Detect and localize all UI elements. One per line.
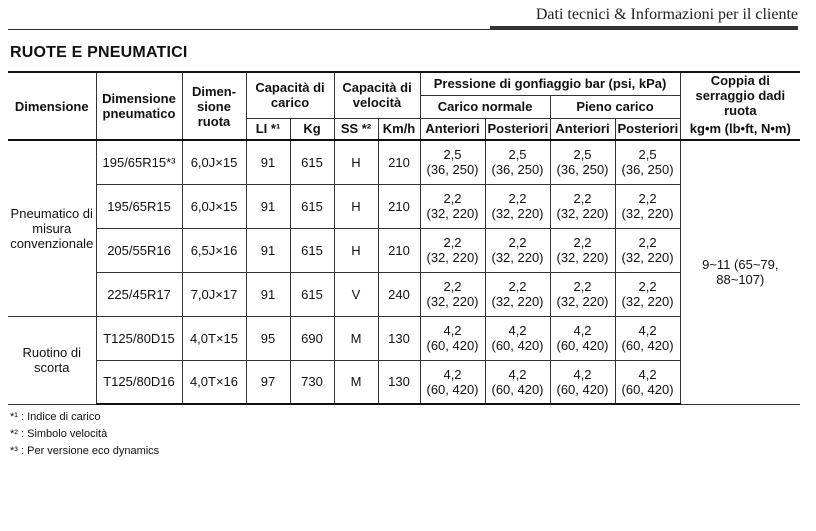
load-index: 95 <box>246 316 290 360</box>
footnote-3: *³ : Per versione eco dynamics <box>10 445 160 457</box>
table-row <box>8 140 800 184</box>
pressure-cell: 4,2 (60, 420) <box>485 316 550 360</box>
pressure-cell: 2,2 (32, 220) <box>485 272 550 316</box>
pressure-cell: 2,5 (36, 250) <box>615 140 680 184</box>
pressure-cell: 2,2 (32, 220) <box>615 272 680 316</box>
rim-size: 6,0J×15 <box>182 140 246 184</box>
header-pieno-carico: Pieno carico <box>550 95 680 118</box>
footnote-1: *¹ : Indice di carico <box>10 411 101 423</box>
speed-kmh: 210 <box>378 228 420 272</box>
speed-symbol: H <box>334 140 378 184</box>
pressure-cell: 2,5 (36, 250) <box>420 140 485 184</box>
header-kmh: Km/h <box>378 118 420 140</box>
pressure-cell: 4,2 (60, 420) <box>420 360 485 404</box>
speed-kmh: 210 <box>378 140 420 184</box>
pressure-cell: 4,2 (60, 420) <box>615 360 680 404</box>
pressure-cell: 2,2 (32, 220) <box>420 228 485 272</box>
load-kg: 615 <box>290 272 334 316</box>
pressure-cell: 4,2 (60, 420) <box>550 316 615 360</box>
rim-size: 6,0J×15 <box>182 184 246 228</box>
footnote-2: *² : Simbolo velocità <box>10 428 108 440</box>
header-posteriori-pieno: Posteriori <box>615 118 680 140</box>
header-dimensione-pneumatico: Dimensione pneumatico <box>96 72 182 140</box>
header-capacita-carico: Capacità di carico <box>246 72 334 118</box>
tire-size: 195/65R15 <box>96 184 182 228</box>
speed-kmh: 130 <box>378 316 420 360</box>
pressure-cell: 2,2 (32, 220) <box>550 272 615 316</box>
load-kg: 730 <box>290 360 334 404</box>
pressure-cell: 2,2 (32, 220) <box>550 184 615 228</box>
speed-symbol: M <box>334 360 378 404</box>
pressure-cell: 2,2 (32, 220) <box>615 228 680 272</box>
speed-kmh: 240 <box>378 272 420 316</box>
tire-size: T125/80D15 <box>96 316 182 360</box>
header-capacita-velocita: Capacità di velocità <box>334 72 420 118</box>
load-index: 91 <box>246 184 290 228</box>
pressure-cell: 4,2 (60, 420) <box>420 316 485 360</box>
speed-symbol: H <box>334 228 378 272</box>
speed-kmh: 130 <box>378 360 420 404</box>
header-dimensione-ruota: Dimen-sione ruota <box>182 72 246 140</box>
header-dimensione: Dimensione <box>8 72 96 140</box>
speed-symbol: H <box>334 184 378 228</box>
tire-spec-table <box>8 71 800 405</box>
header-pressione: Pressione di gonfiaggio bar (psi, kPa) <box>420 72 680 95</box>
load-kg: 615 <box>290 184 334 228</box>
rim-size: 4,0T×15 <box>182 316 246 360</box>
rim-size: 4,0T×16 <box>182 360 246 404</box>
footnotes <box>10 409 159 460</box>
header-coppia-unit: kg•m (lb•ft, N•m) <box>680 118 800 140</box>
load-index: 91 <box>246 140 290 184</box>
pressure-cell: 4,2 (60, 420) <box>615 316 680 360</box>
header-coppia: Coppia di serraggio dadi ruota <box>680 72 800 118</box>
pressure-cell: 2,5 (36, 250) <box>550 140 615 184</box>
header-kg: Kg <box>290 118 334 140</box>
speed-kmh: 210 <box>378 184 420 228</box>
header-posteriori-normale: Posteriori <box>485 118 550 140</box>
torque-value: 9~11 (65~79, 88~107) <box>680 140 800 404</box>
speed-symbol: M <box>334 316 378 360</box>
pressure-cell: 2,5 (36, 250) <box>485 140 550 184</box>
pressure-cell: 2,2 (32, 220) <box>485 228 550 272</box>
rim-size: 7,0J×17 <box>182 272 246 316</box>
header-anteriori-normale: Anteriori <box>420 118 485 140</box>
header-li: LI *¹ <box>246 118 290 140</box>
pressure-cell: 2,2 (32, 220) <box>420 184 485 228</box>
pressure-cell: 2,2 (32, 220) <box>615 184 680 228</box>
tire-size: 205/55R16 <box>96 228 182 272</box>
page-header-title: Dati tecnici & Informazioni per il cliente <box>535 6 798 23</box>
load-index: 91 <box>246 272 290 316</box>
speed-symbol: V <box>334 272 378 316</box>
pressure-cell: 2,2 (32, 220) <box>550 228 615 272</box>
group-label: Pneumatico di misura convenzionale <box>8 140 96 316</box>
pressure-cell: 4,2 (60, 420) <box>550 360 615 404</box>
load-index: 91 <box>246 228 290 272</box>
tire-size: T125/80D16 <box>96 360 182 404</box>
header-carico-normale: Carico normale <box>420 95 550 118</box>
tire-size: 195/65R15*³ <box>96 140 182 184</box>
group-label: Ruotino di scorta <box>8 316 96 404</box>
load-index: 97 <box>246 360 290 404</box>
header-anteriori-pieno: Anteriori <box>550 118 615 140</box>
tire-size: 225/45R17 <box>96 272 182 316</box>
pressure-cell: 2,2 (32, 220) <box>485 184 550 228</box>
pressure-cell: 4,2 (60, 420) <box>485 360 550 404</box>
header-ss: SS *² <box>334 118 378 140</box>
section-title: RUOTE E PNEUMATICI <box>10 44 188 61</box>
pressure-cell: 2,2 (32, 220) <box>420 272 485 316</box>
rim-size: 6,5J×16 <box>182 228 246 272</box>
header-rule <box>8 29 798 30</box>
load-kg: 615 <box>290 140 334 184</box>
load-kg: 690 <box>290 316 334 360</box>
load-kg: 615 <box>290 228 334 272</box>
